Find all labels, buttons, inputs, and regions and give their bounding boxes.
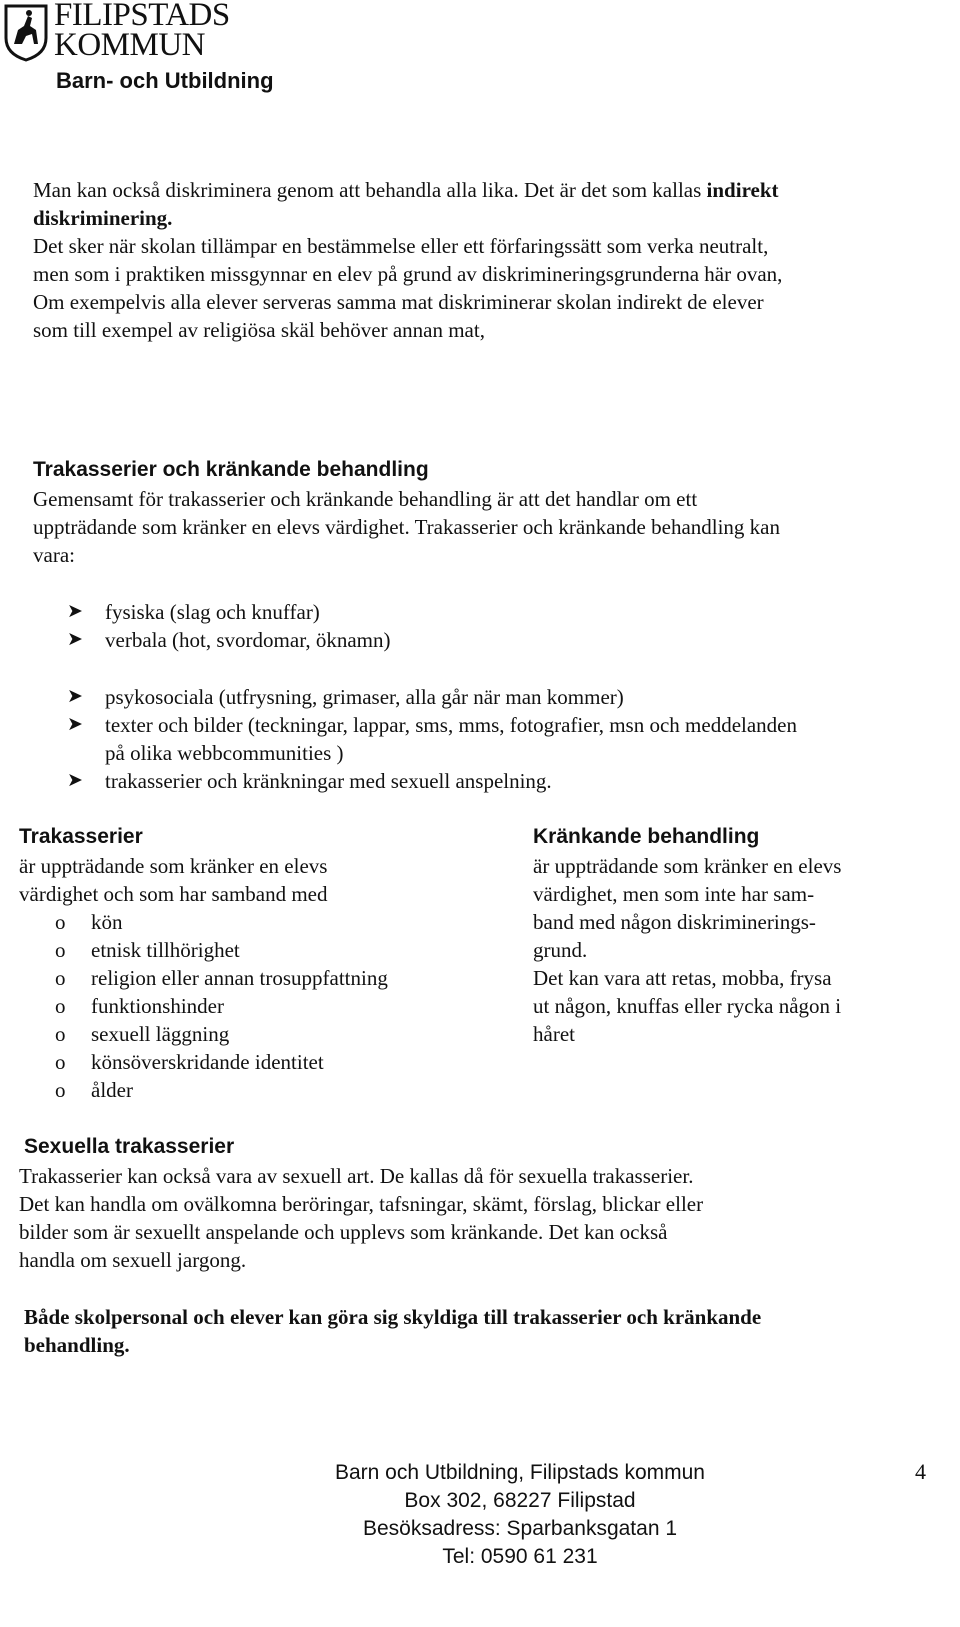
- list-item: o religion eller annan trosuppfattning: [55, 966, 388, 990]
- list-item: o ålder: [55, 1078, 133, 1102]
- circle-bullet-icon: o: [55, 938, 66, 962]
- municipality-logo: [4, 4, 48, 62]
- footer-line-1: Barn och Utbildning, Filipstads kommun: [334, 1461, 705, 1484]
- circle-bullet-icon: o: [55, 966, 66, 990]
- arrow-bullet-icon: ➤: [67, 714, 83, 735]
- arrow-bullet-icon: ➤: [67, 770, 83, 791]
- harassment-bullet-list-2: [33, 683, 953, 795]
- arrow-bullet-icon: ➤: [67, 629, 83, 650]
- list-item: o kön: [55, 910, 123, 934]
- arrow-bullet-icon: ➤: [67, 601, 83, 622]
- right-column-heading: Kränkande behandling: [533, 825, 760, 848]
- wordmark-line-2: KOMMUN: [54, 27, 206, 63]
- right-line-4: grund.: [533, 938, 588, 962]
- sexual-line-3: bilder som är sexuellt anspelande och upplevs som kränkande. Det kan också: [19, 1220, 668, 1244]
- page-number: 4: [915, 1459, 926, 1484]
- harassment-heading: Trakasserier och kränkande behandling: [33, 458, 429, 481]
- list-item: o sexuell läggning: [55, 1022, 230, 1046]
- left-line-1: är uppträdande som kränker en elevs: [19, 854, 328, 878]
- intro-line-6: som till exempel av religiösa skäl behöver annan mat,: [33, 318, 485, 342]
- footer-line-4: Tel: 0590 61 231: [442, 1545, 598, 1568]
- department-name: Barn- och Utbildning: [56, 68, 274, 93]
- closing-line-2: behandling.: [24, 1333, 130, 1357]
- sexual-harassment-heading: Sexuella trakasserier: [24, 1135, 235, 1158]
- list-item: o könsöverskridande identitet: [55, 1050, 324, 1074]
- intro-line-5: Om exempelvis alla elever serveras samma mat diskriminerar skolan indirekt de elever: [33, 290, 764, 314]
- harassment-line-3: vara:: [33, 543, 75, 567]
- intro-line-2: diskriminering.: [33, 206, 173, 230]
- right-line-5: Det kan vara att retas, mobba, frysa: [533, 966, 832, 990]
- wordmark-line-1: FILIPSTADS: [54, 0, 230, 33]
- circle-bullet-icon: o: [55, 1022, 66, 1046]
- intro-line-4: men som i praktiken missgynnar en elev på grund av diskrimineringsgrunderna här ovan,: [33, 262, 783, 286]
- circle-bullet-icon: o: [55, 994, 66, 1018]
- harassment-paragraph: [33, 485, 933, 569]
- left-column-text: [19, 852, 479, 908]
- circle-bullet-icon: o: [55, 1078, 66, 1102]
- right-line-2: värdighet, men som inte har sam-: [533, 882, 815, 906]
- circle-bullet-icon: o: [55, 910, 66, 934]
- list-item: ➤ trakasserier och kränkningar med sexuell anspelning.: [67, 769, 552, 793]
- list-item: ➤ verbala (hot, svordomar, öknamn): [67, 628, 391, 652]
- sexual-line-1: Trakasserier kan också vara av sexuell art. De kallas då för sexuella trakasserier.: [19, 1164, 694, 1188]
- list-item: o etnisk tillhörighet: [55, 938, 240, 962]
- intro-paragraph: [33, 176, 933, 344]
- right-column-text: [533, 852, 933, 1048]
- harassment-bullet-list: [33, 598, 933, 654]
- list-item: o funktionshinder: [55, 994, 224, 1018]
- harassment-line-2: uppträdande som kränker en elevs värdighet. Trakasserier och kränkande behandling kan: [33, 515, 781, 539]
- left-line-2: värdighet och som har samband med: [19, 882, 328, 906]
- list-item: ➤ psykosociala (utfrysning, grimaser, alla går när man kommer): [67, 685, 624, 709]
- arrow-bullet-icon: ➤: [67, 686, 83, 707]
- page-footer: [200, 1459, 840, 1571]
- circle-bullet-icon: o: [55, 1050, 66, 1074]
- right-line-3: band med någon diskriminerings-: [533, 910, 816, 934]
- list-item: ➤ fysiska (slag och knuffar): [67, 600, 320, 624]
- closing-line-1: Både skolpersonal och elever kan göra sig skyldiga till trakasserier och kränkande: [24, 1305, 762, 1329]
- footer-line-3: Besöksadress: Sparbanksgatan 1: [362, 1517, 678, 1540]
- harassment-line-1: Gemensamt för trakasserier och kränkande behandling är att det handlar om ett: [33, 487, 698, 511]
- sexual-line-4: handla om sexuell jargong.: [19, 1248, 247, 1272]
- intro-line-1: Man kan också diskriminera genom att behandla alla lika. Det är det som kallas indirekt: [33, 178, 779, 202]
- intro-line-3: Det sker när skolan tillämpar en bestämmelse eller ett förfaringssätt som verka neutralt,: [33, 234, 769, 258]
- right-line-6: ut någon, knuffas eller rycka någon i: [533, 994, 842, 1018]
- right-line-1: är uppträdande som kränker en elevs: [533, 854, 842, 878]
- sexual-line-2: Det kan handla om ovälkomna beröringar, tafsningar, skämt, förslag, blickar eller: [19, 1192, 704, 1216]
- left-column-heading: Trakasserier: [19, 825, 143, 848]
- sexual-harassment-paragraph: [19, 1162, 929, 1274]
- list-item: ➤ texter och bilder (teckningar, lappar, sms, mms, fotografier, msn och meddelanden på olika webbcommunities ): [67, 713, 798, 765]
- closing-statement: [24, 1303, 934, 1359]
- footer-line-2: Box 302, 68227 Filipstad: [404, 1489, 636, 1512]
- ground-list: [19, 908, 479, 1104]
- municipality-wordmark: [54, 0, 230, 63]
- intro-bold-term: indirekt: [706, 178, 779, 202]
- right-line-7: håret: [533, 1022, 575, 1046]
